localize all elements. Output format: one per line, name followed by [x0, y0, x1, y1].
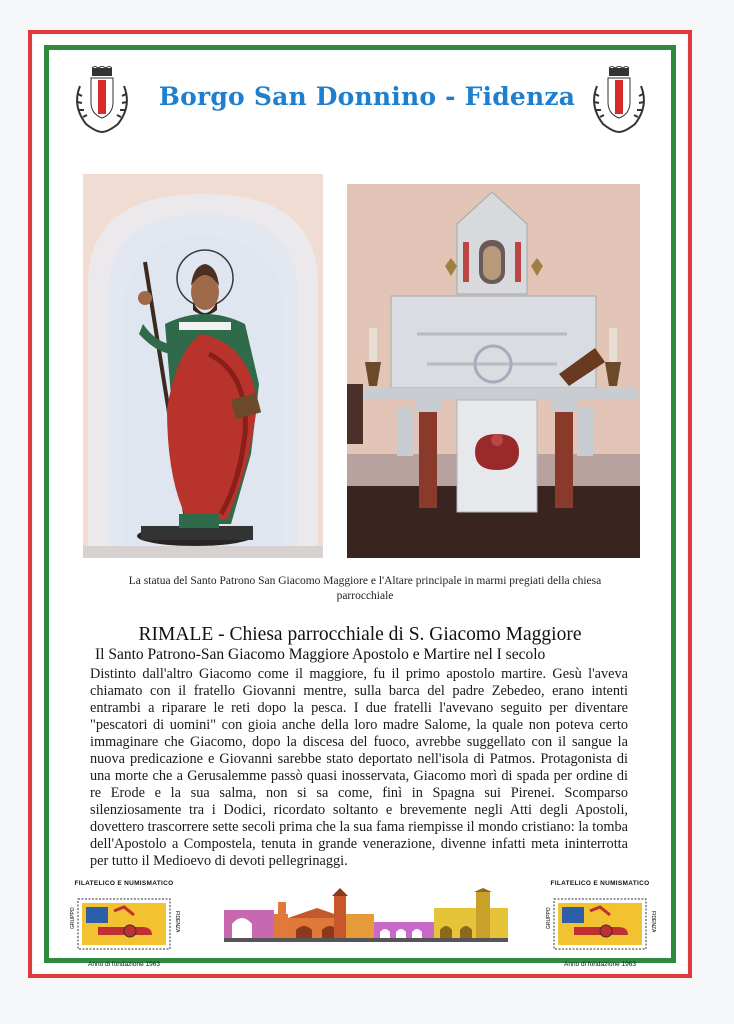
stamp-side-left: GRUPPO	[546, 907, 552, 929]
club-stamp-left	[64, 880, 184, 968]
stamp-logo-right-icon	[544, 889, 656, 961]
stamp-logo-left-icon	[68, 889, 180, 961]
town-skyline-illustration	[224, 888, 508, 942]
altar-photo	[347, 184, 640, 558]
club-stamp-right	[540, 880, 660, 968]
article-subheading: Il Santo Patrono-San Giacomo Maggiore Apostolo e Martire nel I secolo	[95, 646, 546, 663]
article-body: Distinto dall'altro Giacomo come il maggiore, fu il primo apostolo martire. Gesù l'aveva chiamato con il fratello Giovanni mentre, sulla barca del padre Zebedeo, erano intenti entrambi a riparare le reti dopo la pesca. I due fratelli l'avevano seguito per diventare "pescatori di uomini" con gioia anche della loro madre Salome, la quale non poteva certo immaginare che Giacomo, dopo la discesa del fuoco, avrebbe suggellato con il sangue la nuova predicazione e Giovanni sarebbe stato deportato nell'isola di Patmos. Protagonista di una morte che a Gerusalemme passò quasi inosservata, Giacomo morì di spada per ordine di re Erode e la sua salma, non si sa come, finì in Spagna sui Pirenei. Scomparso silenziosamente tra i Dodici, ricordato soltanto e brevemente negli Atti degli Apostoli, dovettero trascorrere sette secoli prima che la sua fama riempisse il mondo cristiano: la tomba dell'Apostolo a Compostela, tenuta in grande venerazione, divenne infatti meta ininterrotta per tutto il Medioevo di devoti pellegrinaggi.	[90, 666, 628, 869]
stamp-side-right: FIDENZA	[174, 911, 180, 933]
page-title: Borgo San Donnino - Fidenza	[158, 82, 576, 111]
stamp-bottom-text: Anno di fondazione 1963	[564, 961, 636, 968]
stamp-top-text: FILATELICO E NUMISMATICO	[550, 880, 650, 887]
statue-photo	[83, 174, 323, 558]
stamp-bottom-text: Anno di fondazione 1963	[88, 961, 160, 968]
stamp-side-left: GRUPPO	[70, 907, 76, 929]
stamp-side-right: FIDENZA	[650, 911, 656, 933]
stamp-top-text: FILATELICO E NUMISMATICO	[74, 880, 174, 887]
photo-caption: La statua del Santo Patrono San Giacomo Maggiore e l'Altare principale in marmi pregiati della chiesa parrocchiale	[128, 575, 602, 602]
article-heading: RIMALE - Chiesa parrocchiale di S. Giacomo Maggiore	[138, 624, 582, 645]
